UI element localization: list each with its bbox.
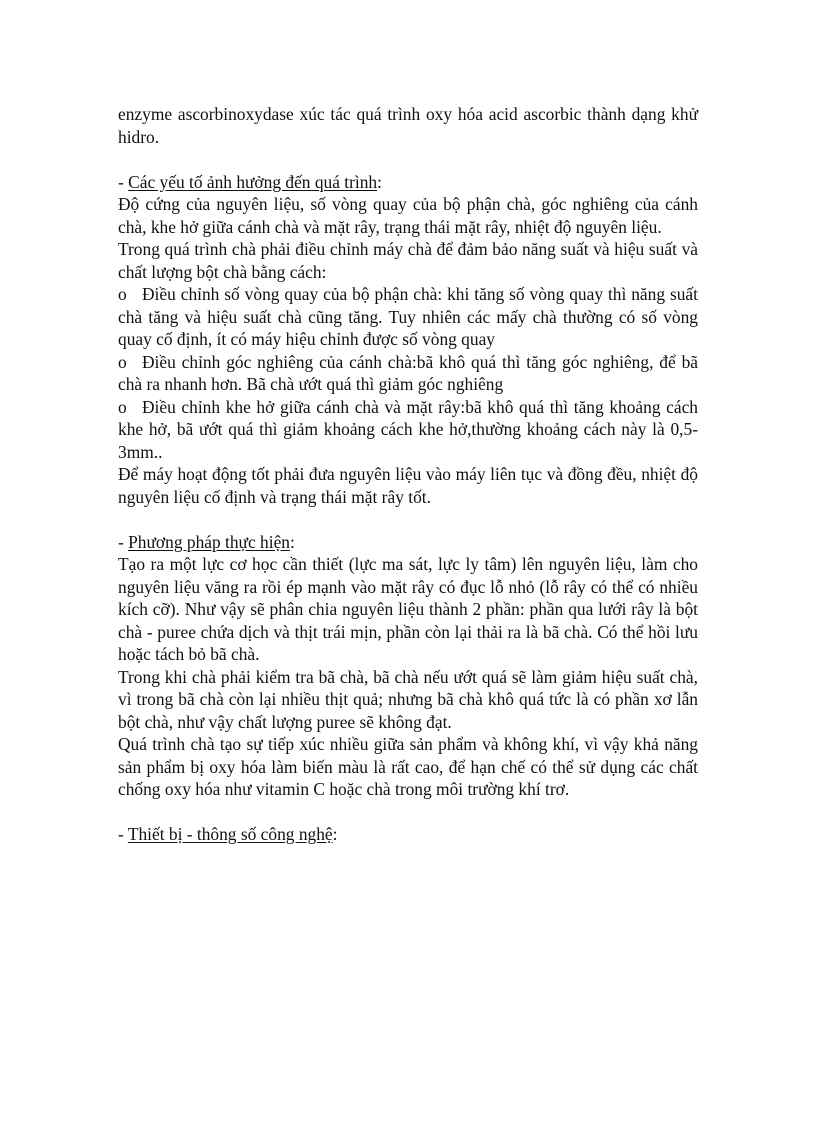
- paragraph-method-3: Quá trình chà tạo sự tiếp xúc nhiều giữa sản phẩm và không khí, vì vậy khả năng sản phẩm bị oxy hóa làm biến màu là rất cao, để hạn chế có thể sử dụng các chất chống oxy hóa như vitamin C hoặc chà trong môi trường khí trơ.: [118, 734, 698, 799]
- paragraph-method-2: Trong khi chà phải kiểm tra bã chà, bã chà nếu ướt quá sẽ làm giảm hiệu suất chà, vì trong bã chà còn lại nhiều thịt quả; nhưng bã chà khô quá tức là có phần xơ lẫn bột chà, như vậy chất lượng puree sẽ không đạt.: [118, 666, 698, 732]
- blank-line: [118, 801, 698, 824]
- bullet-circle-icon: o: [118, 284, 127, 304]
- heading-colon: :: [332, 824, 338, 844]
- heading-factors: [118, 171, 698, 194]
- bullet-circle-icon: o: [118, 396, 127, 417]
- heading-colon: :: [377, 171, 382, 192]
- heading-dash: -: [118, 531, 129, 552]
- paragraph-operation: Để máy hoạt động tốt phải đưa nguyên liệu vào máy liên tục và đồng đều, nhiệt độ nguyên liệu cố định và trạng thái mặt rây tốt.: [118, 464, 698, 507]
- heading-factors-text: Các yếu tố ảnh hưởng đến quá trình: [128, 171, 378, 192]
- bullet-text: Điều chỉnh số vòng quay của bộ phận chà: khi tăng số vòng quay thì năng suất chà tăng và hiệu suất chà cũng tăng. Tuy nhiên các mấy chà thường có số vòng quay cố định, ít có máy hiệu chỉnh được số vòng quay: [118, 284, 698, 349]
- blank-line: [118, 148, 698, 171]
- heading-method: [118, 531, 698, 554]
- heading-method-text: Phương pháp thực hiện: [128, 531, 290, 552]
- paragraph-adjust: Trong quá trình chà phải điều chỉnh máy chà để đảm bảo năng suất và hiệu suất và chất lượng bột chà bằng cách:: [118, 239, 698, 282]
- bullet-item: [118, 396, 698, 464]
- blank-line: [118, 508, 698, 531]
- heading-equipment-text: Thiết bị - thông số công nghệ: [127, 824, 333, 844]
- paragraph-factors: Độ cứng của nguyên liệu, số vòng quay của bộ phận chà, góc nghiêng của cánh chà, khe hở giữa cánh chà và mặt rây, trạng thái mặt rây, nhiệt độ nguyên liệu.: [118, 194, 698, 237]
- bullet-item: [118, 351, 698, 396]
- bullet-text: Điều chỉnh góc nghiêng của cánh chà:bã khô quá thì tăng góc nghiêng, để bã chà ra nhanh hơn. Bã chà ướt quá thì giảm góc nghiêng: [118, 351, 698, 394]
- paragraph-intro: enzyme ascorbinoxydase xúc tác quá trình oxy hóa acid ascorbic thành dạng khử hidro.: [118, 104, 698, 147]
- heading-colon: :: [289, 531, 295, 552]
- bullet-text: Điều chỉnh khe hở giữa cánh chà và mặt rây:bã khô quá thì tăng khoảng cách khe hở, bã ướt quá thì giảm khoảng cách khe hở,thường khoảng cách này là 0,5-3mm..: [118, 396, 698, 462]
- bullet-circle-icon: o: [118, 351, 127, 372]
- heading-equipment: [118, 823, 698, 846]
- document-page: [118, 103, 698, 846]
- paragraph-method-1: Tạo ra một lực cơ học cần thiết (lực ma sát, lực ly tâm) lên nguyên liệu, làm cho nguyên liệu văng ra rồi ép mạnh vào mặt rây có đục lỗ nhỏ (lỗ rây có thể có nhiều kích cỡ). Như vậy sẽ phân chia nguyên liệu thành 2 phần: phần qua lưới rây là bột chà - puree chứa dịch và thịt trái mịn, phần còn lại thải ra là bã chà. Có thể hồi lưu hoặc tách bỏ bã chà.: [118, 554, 698, 664]
- bullet-item: [118, 283, 698, 351]
- heading-dash: -: [118, 824, 128, 844]
- heading-dash: -: [118, 171, 129, 192]
